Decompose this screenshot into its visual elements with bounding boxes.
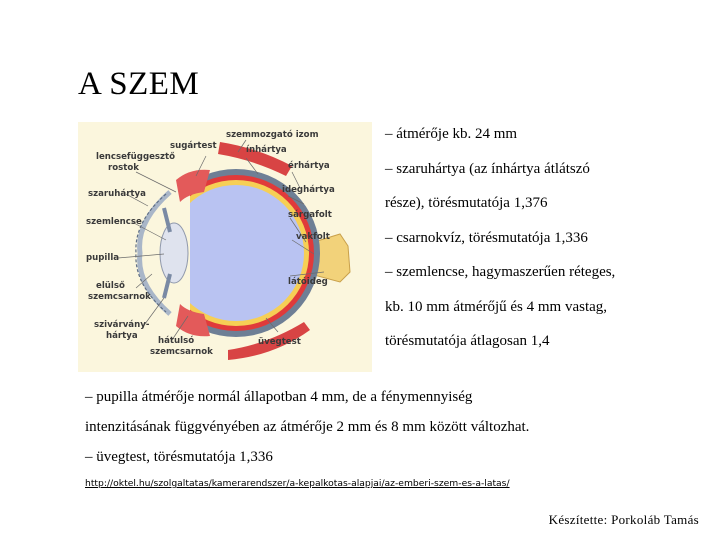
right-line: – szemlencse, hagymaszerűen réteges, — [385, 264, 616, 280]
label-szaruhartya: szaruhártya — [88, 189, 146, 199]
bottom-line: – üvegtest, törésmutatója 1,336 — [85, 449, 273, 465]
right-text-block — [385, 122, 715, 364]
right-line: – szaruhártya (az ínhártya átlátszó — [385, 160, 590, 177]
label-szemmozgato-izom: szemmozgató izom — [226, 130, 319, 140]
slide-title: A SZEM — [78, 66, 200, 102]
label-hartya: hártya — [106, 331, 138, 341]
bottom-text-block — [85, 385, 715, 475]
label-szivarvany: szivárvány- — [94, 320, 150, 330]
label-hatulso: hátulsó — [158, 336, 195, 346]
label-elulso: elülső — [96, 281, 125, 291]
source-link[interactable]: http://oktel.hu/szolgaltatas/kamerarendszer/a-kepalkotas-alapjai/az-emberi-szem-es-a-latas/ — [85, 478, 510, 489]
lens-shape — [160, 223, 188, 283]
label-lencsefuggeszto: lencsefüggesztő — [96, 152, 176, 162]
label-vakfolt: vakfolt — [296, 232, 330, 242]
eye-diagram — [78, 122, 372, 372]
eye-diagram-svg — [78, 122, 372, 372]
label-ideghartya: ideghártya — [282, 185, 335, 195]
label-latoideg: látóideg — [288, 277, 328, 287]
right-line: törésmutatója átlagosan 1,4 — [385, 333, 550, 349]
bottom-line: – pupilla átmérője normál állapotban 4 mm, de a fénymennyiség — [85, 389, 473, 405]
right-line: – átmérője kb. 24 mm — [385, 126, 518, 142]
label-erhartya: érhártya — [288, 161, 330, 171]
right-line: – csarnokvíz, törésmutatója 1,336 — [385, 229, 588, 246]
label-sargafolt: sárgafolt — [288, 210, 332, 220]
label-inhartya: ínhártya — [246, 145, 287, 155]
label-hatulso-szemcsarnok: szemcsarnok — [150, 347, 213, 357]
label-szemcsarnok: szemcsarnok — [88, 292, 151, 302]
label-sugartest: sugártest — [170, 141, 217, 151]
right-line: kb. 10 mm átmérőjű és 4 mm vastag, — [385, 298, 608, 315]
author-credit: Készítette: Porkoláb Tamás — [548, 512, 699, 527]
label-szemlencse: szemlencse — [86, 217, 142, 227]
bottom-line: intenzitásának függvényében az átmérője 2 mm és 8 mm között változhat. — [85, 419, 530, 435]
label-uvegtest: üvegtest — [258, 337, 301, 347]
label-rostok: rostok — [108, 163, 139, 173]
right-line: része), törésmutatója 1,376 — [385, 195, 548, 211]
label-pupilla: pupilla — [86, 253, 120, 263]
